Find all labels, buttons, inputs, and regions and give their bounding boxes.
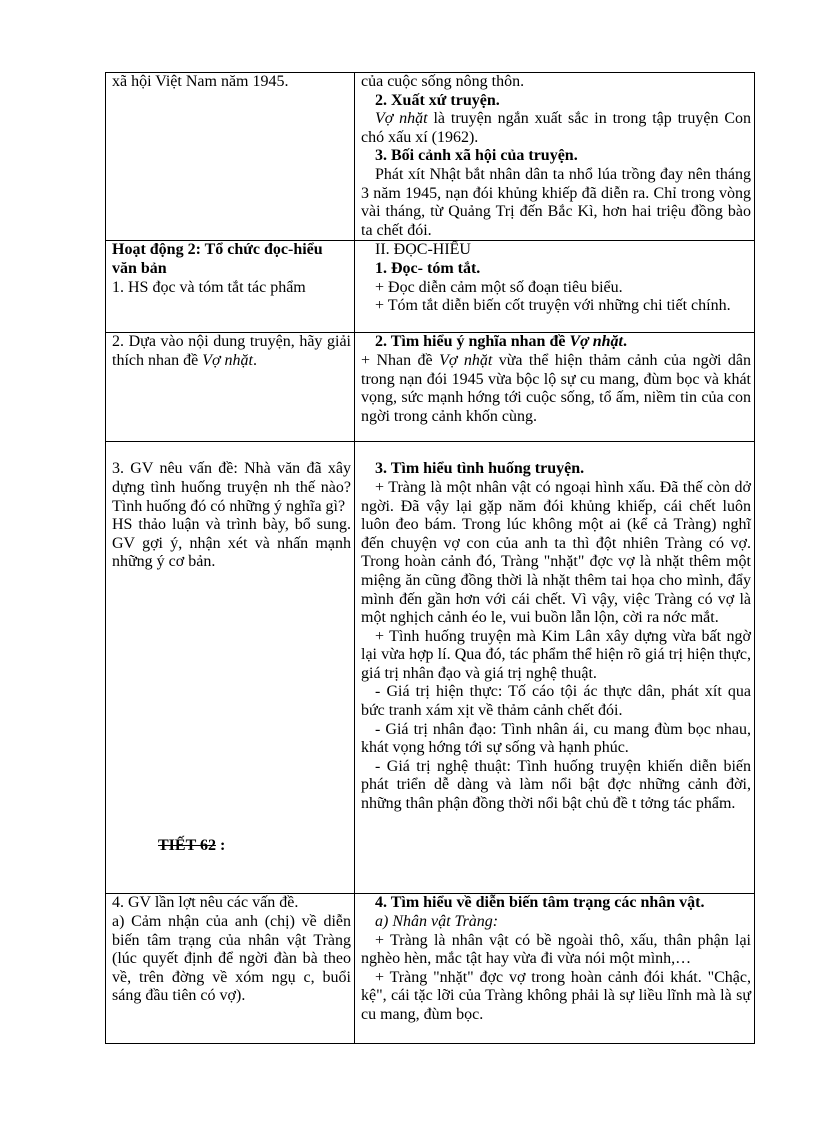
body-text: Phát xít Nhật bắt nhân dân ta nhổ lúa trồng đay nên tháng 3 năm 1945, nạn đói khủng khiếp đã diễn ra. Chỉ trong vòng vài tháng, từ Quảng Trị đến Bắc Kì, hơn hai triệu đồng bào ta chết đói. (361, 165, 751, 239)
body-text: + Đọc diễn cảm một số đoạn tiêu biểu. (375, 278, 623, 296)
lesson-number (112, 837, 351, 856)
left-text: xã hội Việt Nam năm 1945. (112, 73, 289, 90)
sub-heading: a) Nhân vật Tràng: (375, 912, 499, 930)
left-text: 1. HS đọc và tóm tắt tác phẩm (112, 278, 306, 296)
body-text: - Giá trị nghệ thuật: Tình huống truyện khiến diễn biến phát triển dễ dàng và làm nổi bật đợc những cảnh đời, những thân phận đồng thời nổi bật chủ đề t tởng tác phẩm. (361, 757, 751, 813)
heading-span: . (622, 333, 627, 351)
right-cell (355, 333, 755, 442)
section-heading (361, 333, 751, 352)
left-text: HS thảo luận và trình bày, bổ sung. GV gợi ý, nhận xét và nhấn mạnh những ý cơ bản. (112, 516, 351, 571)
body-text: + Tràng là một nhân vật có ngoại hình xấu. Đã thế còn dở ngời. Đã vậy lại gặp năm đói khủng khiếp, cái chết luôn luôn đeo bám. Trong lúc không một ai (kể cả Tràng) nghĩ đến chuyện vợ con của anh ta thì đột nhiên Tràng có vợ. Trong hoàn cảnh đó, Tràng "nhặt" đợc vợ là nhặt thêm một miệng ăn cũng đồng thời là nhặt thêm tai họa cho mình, đẩy mình đến gần hơn với cái chết. Vì vậy, việc Tràng có vợ là một nghịch cảnh éo le, vui buồn lẫn lộn, cời ra nớc mắt. (361, 478, 751, 627)
body-text-span: + Nhan đề (361, 351, 440, 369)
right-cell (355, 241, 755, 333)
body-text: + Tràng "nhặt" đợc vợ trong hoàn cảnh đói khát. "Chậc, kệ", cái tặc lỡi của Tràng không phải là sự liều lĩnh mà là sự cu mang, đùm bọc. (361, 968, 751, 1023)
body-text: - Giá trị hiện thực: Tố cáo tội ác thực dân, phát xít qua bức tranh xám xịt về thảm cảnh chết đói. (361, 683, 751, 720)
section-heading: 1. Đọc- tóm tắt. (375, 259, 481, 277)
body-text: - Giá trị nhân đạo: Tình nhân ái, cu mang đùm bọc nhau, khát vọng hớng tới sự sống và hạnh phúc. (361, 720, 751, 757)
body-text: + Tình huống truyện mà Kim Lân xây dựng vừa bất ngờ lại vừa hợp lí. Qua đó, tác phẩm thể hiện rõ giá trị hiện thực, giá trị nhân đạo và giá trị nghệ thuật. (361, 627, 751, 682)
left-cell (106, 73, 355, 241)
lesson-table (105, 72, 755, 1044)
heading-span: 2. Tìm hiểu ý nghĩa nhan đề (375, 333, 570, 351)
body-text: + Tràng là nhân vật có bề ngoài thô, xấu, thân phận lại nghèo hèn, mắc tật hay vừa đi vừa nói một mình,… (361, 931, 751, 968)
body-text: của cuộc sống nông thôn. (361, 73, 525, 90)
body-text (361, 110, 751, 147)
activity-heading: Hoạt động 2: Tổ chức đọc-hiểu văn bản (112, 241, 323, 277)
section-heading: 3. Bối cảnh xã hội của truyện. (375, 147, 578, 165)
work-title: Vợ nhặt (202, 351, 253, 369)
part-heading: II. ĐỌC-HIỂU (375, 241, 471, 259)
left-cell (106, 241, 355, 333)
right-cell (355, 73, 755, 241)
lesson-number-suffix: : (215, 836, 226, 854)
document-page (105, 72, 752, 1044)
lesson-number-label: TIẾT 62 (158, 836, 216, 854)
table-row (106, 894, 755, 1044)
left-cell (106, 894, 355, 1044)
left-text: a) Cảm nhận của anh (chị) về diễn biến tâm trạng của nhân vật Tràng (lúc quyết định để ngời đàn bà theo về, trên đờng về xóm ngụ c, buổi sáng đầu tiên có vợ). (112, 912, 351, 1005)
left-cell (106, 442, 355, 894)
left-text (112, 333, 351, 370)
table-row (106, 442, 755, 894)
left-cell (106, 333, 355, 442)
section-heading: 2. Xuất xứ truyện. (375, 91, 500, 109)
right-cell (355, 442, 755, 894)
work-title: Vợ nhặt (439, 351, 493, 369)
section-heading: 3. Tìm hiểu tình huống truyện. (375, 460, 585, 478)
section-heading: 4. Tìm hiểu về diễn biến tâm trạng các nhân vật. (375, 894, 705, 912)
body-text (361, 352, 751, 426)
work-title: Vợ nhặt (375, 110, 428, 128)
table-row (106, 241, 755, 333)
right-cell (355, 894, 755, 1044)
left-text-span: 2. Dựa vào nội dung truyện, hãy giải thích nhan đề (112, 333, 351, 369)
left-text: 4. GV lần lợt nêu các vấn đề. (112, 894, 299, 912)
work-title: Vợ nhặt (569, 333, 623, 351)
table-row (106, 73, 755, 241)
left-text-span: . (252, 351, 257, 369)
table-row (106, 333, 755, 442)
body-text-span: là truyện ngắn xuất sắc in trong tập truyện Con chó xấu xí (1962). (361, 110, 752, 146)
left-text: 3. GV nêu vấn đề: Nhà văn đã xây dựng tình huống truyện nh thế nào? Tình huống đó có những ý nghĩa gì? (112, 460, 351, 515)
body-text-span: vừa thể hiện thảm cảnh của ngời dân trong nạn đói 1945 vừa bộc lộ sự cu mang, đùm bọc và khát vọng, sức mạnh hớng tới cuộc sống, tổ ấm, niềm tin của con ngời trong cảnh khốn cùng. (361, 351, 752, 425)
body-text: + Tóm tắt diễn biến cốt truyện với những chi tiết chính. (375, 297, 731, 315)
